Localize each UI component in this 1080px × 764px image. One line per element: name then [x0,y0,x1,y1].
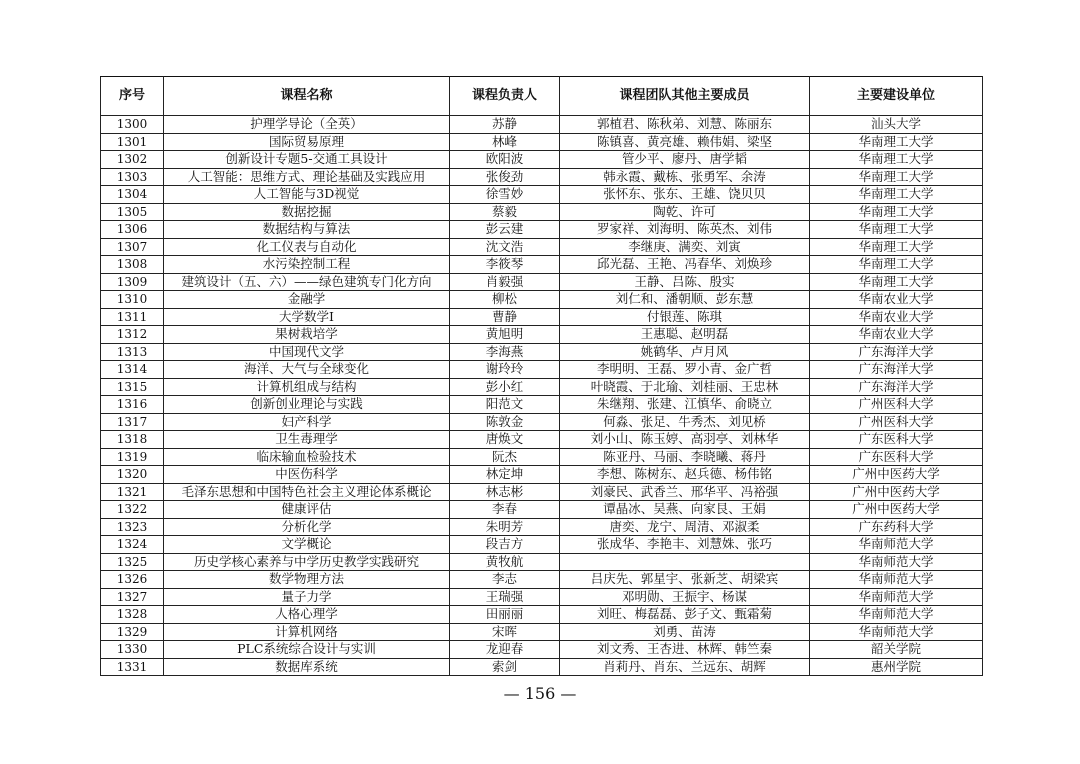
serial-number-cell: 1318 [101,431,164,449]
team-members-cell: 刘文秀、王杏进、林辉、韩竺秦 [560,641,810,659]
institution-cell: 华南理工大学 [810,168,983,186]
team-members-cell: 王静、吕陈、殷实 [560,273,810,291]
course-leader-cell: 蔡毅 [450,203,560,221]
course-leader-cell: 阳范文 [450,396,560,414]
course-name-cell: 毛泽东思想和中国特色社会主义理论体系概论 [164,483,450,501]
institution-cell: 华南师范大学 [810,623,983,641]
team-members-cell: 王惠聪、赵明磊 [560,326,810,344]
course-name-cell: 数学物理方法 [164,571,450,589]
course-leader-cell: 李志 [450,571,560,589]
course-leader-cell: 宋晖 [450,623,560,641]
table-row [101,256,983,274]
course-name-cell: 中医伤科学 [164,466,450,484]
course-name-cell: 中国现代文学 [164,343,450,361]
course-leader-cell: 陈敦金 [450,413,560,431]
table-row [101,133,983,151]
course-leader-cell: 朱明芳 [450,518,560,536]
institution-cell: 韶关学院 [810,641,983,659]
serial-number-cell: 1307 [101,238,164,256]
table-row [101,168,983,186]
course-name-cell: 卫生毒理学 [164,431,450,449]
course-name-cell: 建筑设计（五、六）——绿色建筑专门化方向 [164,273,450,291]
team-members-cell: 吕庆先、郭星宇、张新芝、胡梁宾 [560,571,810,589]
serial-number-cell: 1311 [101,308,164,326]
team-members-cell: 陈镇喜、黄亮雄、赖伟娟、梁坚 [560,133,810,151]
institution-cell: 华南理工大学 [810,133,983,151]
table-row [101,571,983,589]
team-members-cell: 管少平、廖丹、唐学韬 [560,151,810,169]
institution-cell: 华南师范大学 [810,571,983,589]
serial-number-cell: 1324 [101,536,164,554]
course-leader-cell: 沈文浩 [450,238,560,256]
course-leader-cell: 苏静 [450,116,560,134]
table-row [101,308,983,326]
team-members-cell: 韩永霞、戴栋、张勇军、余涛 [560,168,810,186]
serial-number-cell: 1304 [101,186,164,204]
table-row [101,343,983,361]
table-row [101,623,983,641]
institution-cell: 华南理工大学 [810,151,983,169]
course-leader-cell: 彭小红 [450,378,560,396]
team-members-cell: 陈亚丹、马丽、李晓曦、蒋丹 [560,448,810,466]
course-leader-cell: 田丽丽 [450,606,560,624]
header-course-leader: 课程负责人 [450,77,560,116]
course-leader-cell: 欧阳波 [450,151,560,169]
table-row [101,553,983,571]
course-leader-cell: 黄旭明 [450,326,560,344]
institution-cell: 广州中医药大学 [810,483,983,501]
team-members-cell: 刘小山、陈玉婷、高羽亭、刘林华 [560,431,810,449]
serial-number-cell: 1301 [101,133,164,151]
course-name-cell: 护理学导论（全英） [164,116,450,134]
table-row [101,641,983,659]
table-row [101,606,983,624]
team-members-cell: 罗家祥、刘海明、陈英杰、刘伟 [560,221,810,239]
course-name-cell: 分析化学 [164,518,450,536]
course-leader-cell: 谢玲玲 [450,361,560,379]
course-name-cell: 国际贸易原理 [164,133,450,151]
course-leader-cell: 黄牧航 [450,553,560,571]
course-leader-cell: 李筱琴 [450,256,560,274]
course-name-cell: 化工仪表与自动化 [164,238,450,256]
course-leader-cell: 龙迎春 [450,641,560,659]
serial-number-cell: 1331 [101,658,164,676]
institution-cell: 华南理工大学 [810,238,983,256]
course-name-cell: 果树栽培学 [164,326,450,344]
table-row [101,431,983,449]
team-members-cell: 谭晶冰、吴燕、向家艮、王娟 [560,501,810,519]
table-row [101,658,983,676]
course-name-cell: 数据库系统 [164,658,450,676]
team-members-cell: 李继庚、满奕、刘寅 [560,238,810,256]
institution-cell: 华南师范大学 [810,588,983,606]
course-leader-cell: 肖毅强 [450,273,560,291]
serial-number-cell: 1303 [101,168,164,186]
serial-number-cell: 1326 [101,571,164,589]
course-name-cell: 数据结构与算法 [164,221,450,239]
institution-cell: 华南农业大学 [810,308,983,326]
course-name-cell: 创新创业理论与实践 [164,396,450,414]
table-row [101,291,983,309]
course-name-cell: 大学数学I [164,308,450,326]
team-members-cell: 朱继翔、张建、江慎华、俞晓立 [560,396,810,414]
institution-cell: 广东医科大学 [810,431,983,449]
institution-cell: 广东海洋大学 [810,378,983,396]
table-row [101,361,983,379]
institution-cell: 华南理工大学 [810,186,983,204]
institution-cell: 华南农业大学 [810,291,983,309]
table-body [101,116,983,676]
team-members-cell: 陶乾、许可 [560,203,810,221]
team-members-cell: 唐奕、龙宁、周清、邓淑柔 [560,518,810,536]
institution-cell: 广州医科大学 [810,396,983,414]
team-members-cell: 邱光磊、王艳、冯春华、刘焕珍 [560,256,810,274]
serial-number-cell: 1327 [101,588,164,606]
serial-number-cell: 1306 [101,221,164,239]
course-list-sheet [100,76,982,676]
team-members-cell [560,553,810,571]
course-name-cell: 人工智能：思维方式、理论基础及实践应用 [164,168,450,186]
institution-cell: 广州医科大学 [810,413,983,431]
team-members-cell: 刘豪民、武香兰、邢华平、冯裕强 [560,483,810,501]
course-name-cell: 文学概论 [164,536,450,554]
table-row [101,378,983,396]
institution-cell: 华南理工大学 [810,203,983,221]
table-row [101,448,983,466]
course-name-cell: PLC系统综合设计与实训 [164,641,450,659]
institution-cell: 华南师范大学 [810,553,983,571]
table-row [101,186,983,204]
course-name-cell: 量子力学 [164,588,450,606]
serial-number-cell: 1302 [101,151,164,169]
serial-number-cell: 1312 [101,326,164,344]
institution-cell: 广东海洋大学 [810,361,983,379]
course-table [100,76,983,676]
course-leader-cell: 曹静 [450,308,560,326]
header-course-name: 课程名称 [164,77,450,116]
table-row [101,483,983,501]
team-members-cell: 何淼、张足、牛秀杰、刘见桥 [560,413,810,431]
team-members-cell: 姚鹤华、卢月风 [560,343,810,361]
course-name-cell: 水污染控制工程 [164,256,450,274]
table-row [101,536,983,554]
serial-number-cell: 1309 [101,273,164,291]
team-members-cell: 刘勇、苗涛 [560,623,810,641]
table-row [101,221,983,239]
table-row [101,501,983,519]
course-leader-cell: 张俊劲 [450,168,560,186]
serial-number-cell: 1315 [101,378,164,396]
header-team-members: 课程团队其他主要成员 [560,77,810,116]
table-row [101,326,983,344]
table-row [101,396,983,414]
serial-number-cell: 1314 [101,361,164,379]
course-name-cell: 历史学核心素养与中学历史教学实践研究 [164,553,450,571]
course-leader-cell: 彭云建 [450,221,560,239]
course-name-cell: 健康评估 [164,501,450,519]
institution-cell: 广州中医药大学 [810,501,983,519]
institution-cell: 惠州学院 [810,658,983,676]
table-row [101,588,983,606]
serial-number-cell: 1329 [101,623,164,641]
course-leader-cell: 李海燕 [450,343,560,361]
table-row [101,273,983,291]
team-members-cell: 李明明、王磊、罗小青、金广哲 [560,361,810,379]
institution-cell: 广东药科大学 [810,518,983,536]
serial-number-cell: 1322 [101,501,164,519]
course-leader-cell: 唐焕文 [450,431,560,449]
team-members-cell: 李想、陈树东、赵兵德、杨伟铭 [560,466,810,484]
institution-cell: 广东医科大学 [810,448,983,466]
institution-cell: 华南师范大学 [810,606,983,624]
team-members-cell: 张怀东、张东、王雄、饶贝贝 [560,186,810,204]
header-institution: 主要建设单位 [810,77,983,116]
team-members-cell: 叶晓霞、于北瑜、刘桂丽、王忠林 [560,378,810,396]
serial-number-cell: 1317 [101,413,164,431]
course-leader-cell: 王瑞强 [450,588,560,606]
serial-number-cell: 1319 [101,448,164,466]
institution-cell: 华南理工大学 [810,221,983,239]
course-leader-cell: 林峰 [450,133,560,151]
course-leader-cell: 段吉方 [450,536,560,554]
course-name-cell: 临床输血检验技术 [164,448,450,466]
course-name-cell: 人格心理学 [164,606,450,624]
course-name-cell: 人工智能与3D视觉 [164,186,450,204]
institution-cell: 广东海洋大学 [810,343,983,361]
course-leader-cell: 徐雪妙 [450,186,560,204]
team-members-cell: 邓明勋、王振宇、杨谋 [560,588,810,606]
course-name-cell: 海洋、大气与全球变化 [164,361,450,379]
serial-number-cell: 1300 [101,116,164,134]
serial-number-cell: 1316 [101,396,164,414]
table-row [101,413,983,431]
institution-cell: 华南理工大学 [810,256,983,274]
table-header-row [101,77,983,116]
serial-number-cell: 1308 [101,256,164,274]
course-leader-cell: 柳松 [450,291,560,309]
team-members-cell: 刘仁和、潘朝顺、彭东慧 [560,291,810,309]
team-members-cell: 付银莲、陈琪 [560,308,810,326]
table-row [101,151,983,169]
serial-number-cell: 1313 [101,343,164,361]
serial-number-cell: 1328 [101,606,164,624]
serial-number-cell: 1321 [101,483,164,501]
course-name-cell: 数据挖掘 [164,203,450,221]
page-number: — 156 — [503,684,577,703]
team-members-cell: 郭植君、陈秋弟、刘慧、陈丽东 [560,116,810,134]
team-members-cell: 肖莉丹、肖东、兰远东、胡辉 [560,658,810,676]
serial-number-cell: 1310 [101,291,164,309]
team-members-cell: 刘旺、梅磊磊、彭子文、甄霜菊 [560,606,810,624]
table-row [101,203,983,221]
institution-cell: 广州中医药大学 [810,466,983,484]
serial-number-cell: 1305 [101,203,164,221]
serial-number-cell: 1330 [101,641,164,659]
course-name-cell: 妇产科学 [164,413,450,431]
serial-number-cell: 1325 [101,553,164,571]
table-row [101,116,983,134]
course-name-cell: 创新设计专题5-交通工具设计 [164,151,450,169]
course-name-cell: 计算机网络 [164,623,450,641]
course-leader-cell: 林定坤 [450,466,560,484]
institution-cell: 汕头大学 [810,116,983,134]
institution-cell: 华南师范大学 [810,536,983,554]
table-row [101,518,983,536]
serial-number-cell: 1320 [101,466,164,484]
course-leader-cell: 阮杰 [450,448,560,466]
institution-cell: 华南农业大学 [810,326,983,344]
course-leader-cell: 林志彬 [450,483,560,501]
course-name-cell: 计算机组成与结构 [164,378,450,396]
header-serial-number: 序号 [101,77,164,116]
course-leader-cell: 索剑 [450,658,560,676]
table-row [101,238,983,256]
course-leader-cell: 李春 [450,501,560,519]
course-name-cell: 金融学 [164,291,450,309]
serial-number-cell: 1323 [101,518,164,536]
institution-cell: 华南理工大学 [810,273,983,291]
table-row [101,466,983,484]
team-members-cell: 张成华、李艳丰、刘慧姝、张巧 [560,536,810,554]
